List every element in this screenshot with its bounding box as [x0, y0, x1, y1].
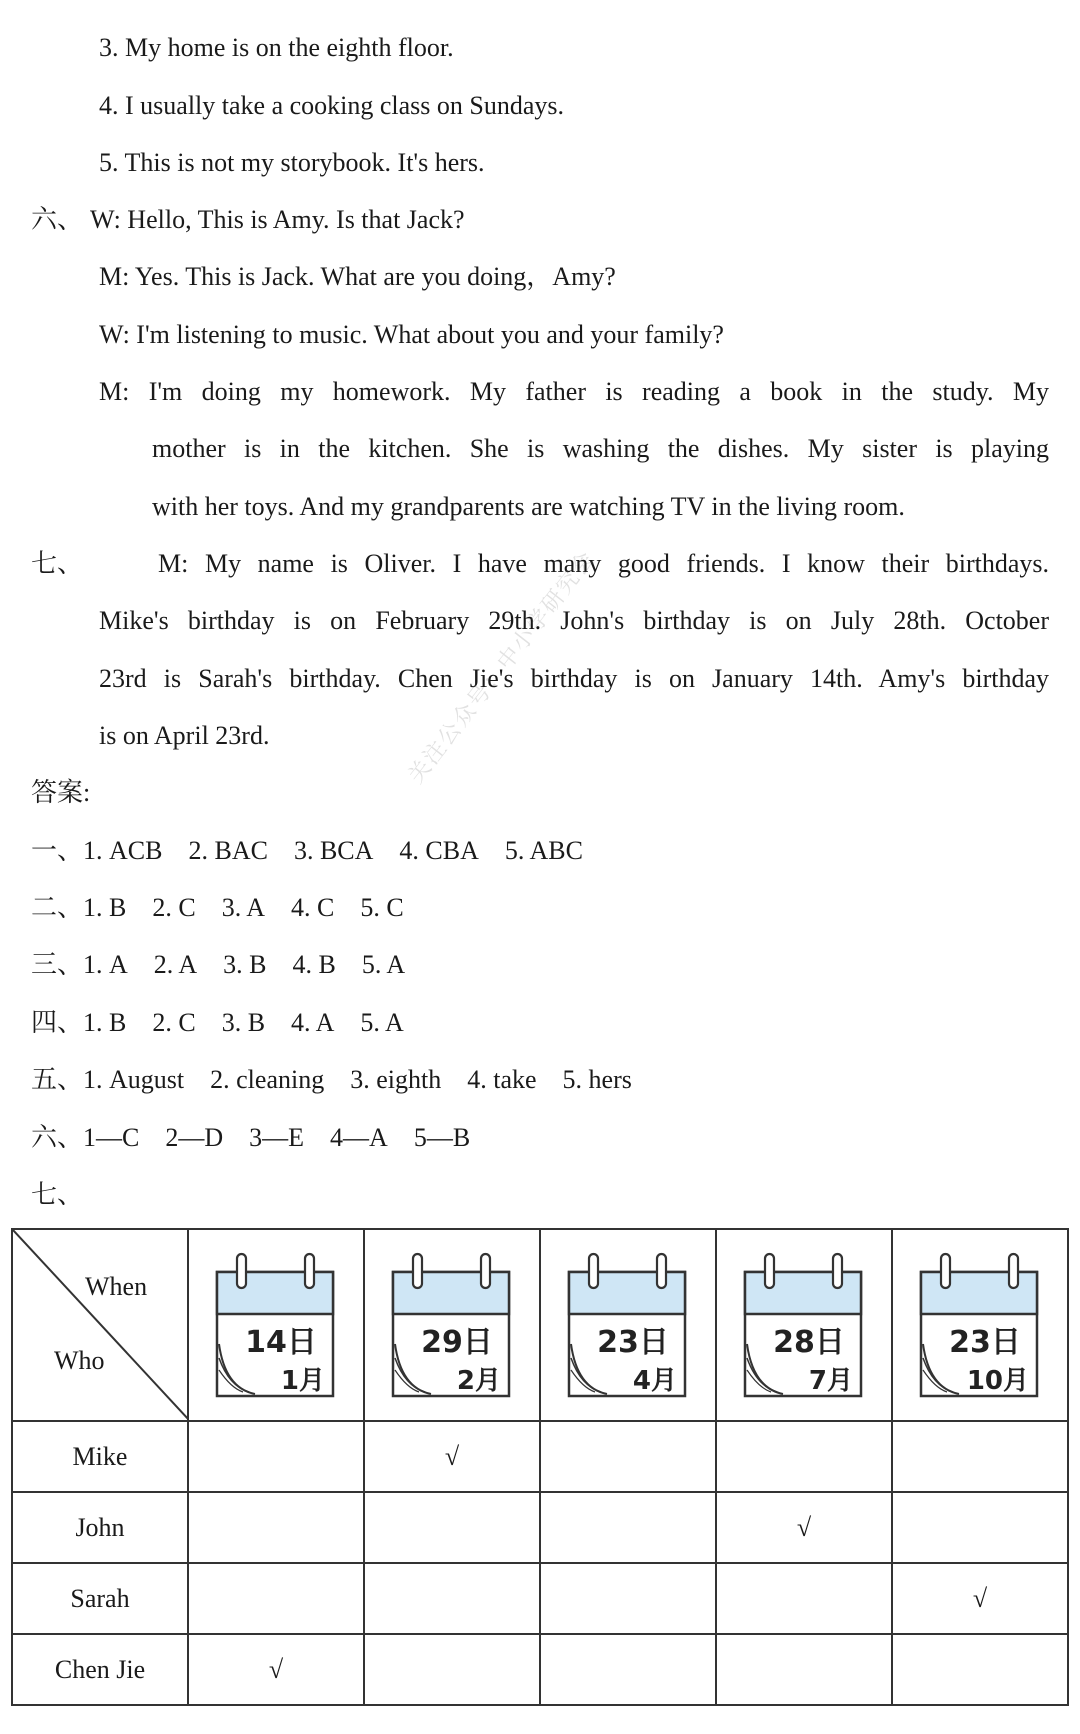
passage-line-4: is on April 23rd. — [99, 721, 270, 750]
calendar-graphic — [567, 1250, 689, 1400]
answer-row-1: 一、1. ACB 2. BAC 3. BCA 4. CBA 5. ABC — [31, 836, 583, 865]
transcript-item-5: 5. This is not my storybook. It's hers. — [99, 148, 485, 177]
check-cell — [716, 1563, 892, 1634]
table-row — [12, 1492, 1068, 1563]
answer-row-6: 六、1—C 2—D 3—E 4—A 5—B — [31, 1123, 471, 1152]
check-cell — [540, 1421, 716, 1492]
answer-row-3: 三、1. A 2. A 3. B 4. B 5. A — [31, 950, 406, 979]
dialogue-line-2: M: Yes. This is Jack. What are you doing，Amy? — [99, 262, 616, 291]
calendar-graphic — [215, 1250, 337, 1400]
table-row — [12, 1634, 1068, 1705]
check-cell — [892, 1492, 1068, 1563]
passage-line-2: Mike's birthday is on February 29th. John's birthday is on July 28th. October — [99, 606, 1049, 635]
calendar-icon — [717, 1250, 891, 1400]
check-cell — [892, 1634, 1068, 1705]
answers-heading: 答案: — [31, 778, 91, 807]
row-name: John — [12, 1492, 188, 1563]
check-cell — [364, 1492, 540, 1563]
calendar-day: 23日 — [949, 1325, 1021, 1360]
dialogue-line-4: M: I'm doing my homework. My father is reading a book in the study. My — [99, 377, 1049, 406]
check-cell — [540, 1492, 716, 1563]
table-row — [12, 1421, 1068, 1492]
date-cell-3 — [540, 1229, 716, 1421]
check-cell — [364, 1563, 540, 1634]
calendar-month: 2月 — [456, 1366, 501, 1396]
calendar-day: 14日 — [245, 1325, 317, 1360]
calendar-icon — [365, 1250, 539, 1400]
check-cell — [892, 1421, 1068, 1492]
dialogue-line-6: with her toys. And my grandparents are watching TV in the living room. — [152, 492, 905, 521]
answer-row-4: 四、1. B 2. C 3. B 4. A 5. A — [31, 1008, 404, 1037]
check-cell — [364, 1634, 540, 1705]
calendar-month: 10月 — [966, 1366, 1029, 1396]
check-cell — [188, 1421, 364, 1492]
date-cell-5 — [892, 1229, 1068, 1421]
answer-row-5: 五、1. August 2. cleaning 3. eighth 4. take 5. hers — [31, 1065, 632, 1094]
table-marker: 七、 — [31, 1180, 84, 1209]
corner-who: Who — [54, 1346, 105, 1375]
check-cell — [188, 1563, 364, 1634]
check-cell — [540, 1563, 716, 1634]
date-cell-2 — [364, 1229, 540, 1421]
check-cell — [716, 1421, 892, 1492]
calendar-icon — [893, 1250, 1067, 1400]
calendar-month: 1月 — [280, 1366, 325, 1396]
date-cell-1 — [188, 1229, 364, 1421]
dialogue-line-5: mother is in the kitchen. She is washing the dishes. My sister is playing — [152, 434, 1049, 463]
section7-marker: 七、 — [31, 549, 84, 578]
passage-line-1: M: My name is Oliver. I have many good friends. I know their birthdays. — [158, 549, 1049, 578]
calendar-graphic — [391, 1250, 513, 1400]
calendar-day: 29日 — [421, 1325, 493, 1360]
row-name: Mike — [12, 1421, 188, 1492]
row-name: Sarah — [12, 1563, 188, 1634]
calendar-icon — [189, 1250, 363, 1400]
calendar-graphic — [919, 1250, 1041, 1400]
table-row — [12, 1563, 1068, 1634]
calendar-graphic — [743, 1250, 865, 1400]
corner-when: When — [85, 1272, 148, 1301]
watermark: 关注公众号：中小学研究会 — [403, 546, 601, 789]
calendar-month: 7月 — [808, 1366, 853, 1396]
check-cell: √ — [716, 1492, 892, 1563]
section6-marker: 六、 — [31, 205, 84, 234]
date-cell-4 — [716, 1229, 892, 1421]
check-cell — [716, 1634, 892, 1705]
passage-line-3: 23rd is Sarah's birthday. Chen Jie's birthday is on January 14th. Amy's birthday — [99, 664, 1049, 693]
diagonal-line — [13, 1230, 189, 1420]
check-cell: √ — [892, 1563, 1068, 1634]
calendar-day: 23日 — [597, 1325, 669, 1360]
calendar-month: 4月 — [632, 1366, 677, 1396]
row-name: Chen Jie — [12, 1634, 188, 1705]
transcript-item-4: 4. I usually take a cooking class on Sundays. — [99, 91, 565, 120]
transcript-item-3: 3. My home is on the eighth floor. — [99, 33, 454, 62]
dialogue-line-1: W: Hello, This is Amy. Is that Jack? — [90, 205, 465, 234]
corner-cell — [12, 1229, 188, 1421]
birthday-table — [11, 1228, 1069, 1706]
check-cell — [540, 1634, 716, 1705]
dialogue-line-3: W: I'm listening to music. What about you and your family? — [99, 320, 724, 349]
calendar-day: 28日 — [773, 1325, 845, 1360]
answer-row-2: 二、1. B 2. C 3. A 4. C 5. C — [31, 893, 404, 922]
check-cell: √ — [364, 1421, 540, 1492]
calendar-icon — [541, 1250, 715, 1400]
check-cell — [188, 1492, 364, 1563]
check-cell: √ — [188, 1634, 364, 1705]
